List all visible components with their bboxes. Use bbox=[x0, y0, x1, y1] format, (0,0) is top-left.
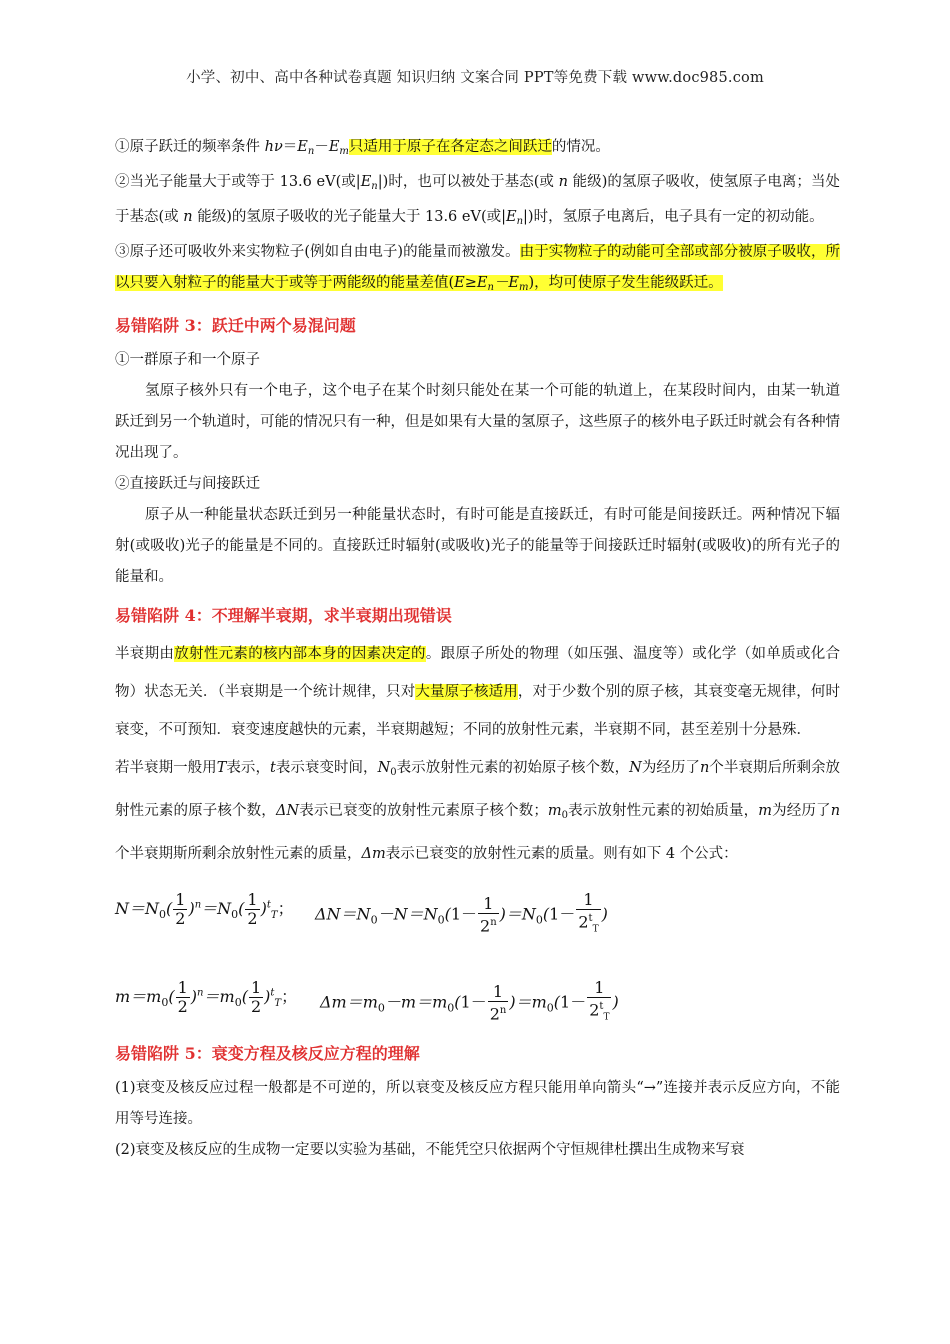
item-title: ②直接跃迁与间接跃迁 bbox=[115, 476, 260, 492]
rule-2: (2)衰变及核反应的生成物一定要以实验为基础，不能凭空只依据两个守恒规律杜撰出生成物来写衰 bbox=[115, 1142, 745, 1158]
formula-number-of-nuclei: $N=N_0$( $\frac{1}{2}$ )$^n=N_0$( $\frac{1}{2}$ )$^t_T$； $\Delta N=N_0-N=N_0(1-$ $\frac{1}{2^n}$ )$=N_0(1-$ $\frac{1}{2^t_T}$ ) bbox=[115, 890, 608, 935]
heading-trap-3: 易错陷阱 3：跃迁中两个易混问题 bbox=[115, 316, 356, 335]
rule-1: (1)衰变及核反应过程一般都是不可逆的，所以衰变及核反应方程只能用单向箭头“→”连接并表示反应方向，不能用等号连接。 bbox=[115, 1080, 840, 1127]
paragraph-symbols: 若半衰期一般用T表示，t表示衰变时间，$N_0$表示放射性元素的初始原子核个数，N为经历了n个半衰期后所剩余放射性元素的原子核个数，ΔN表示已衰变的放射性元素原子核个数；$m_0$表示放射性元素的初始质量，m为经历了n个半衰期斯所剩余放射性元素的质量，Δm表示已衰变的放射性元素的质量。则有如下 4 个公式： bbox=[115, 760, 841, 862]
paragraph-frequency-condition: ①原子跃迁的频率条件 $h\nu=E_n-E_m$只适用于原子在各定态之间跃迁的情况。 bbox=[115, 139, 610, 157]
heading-trap-4: 易错陷阱 4：不理解半衰期，求半衰期出现错误 bbox=[115, 606, 452, 625]
page-header: 小学、初中、高中各种试卷真题 知识归纳 文案合同 PPT等免费下载 www.doc985.com bbox=[186, 70, 764, 86]
item-title: ①一群原子和一个原子 bbox=[115, 352, 260, 368]
formula-mass: $m=m_0$( $\frac{1}{2}$ )$^n=m_0$( $\frac{1}{2}$ )$^t_T$； $\Delta m=m_0-m=m_0(1-$ $\frac{1}{2^n}$ )$=m_0(1-$ $\frac{1}{2^t_T}$ ) bbox=[115, 978, 619, 1023]
highlight-text: 只适用于原子在各定态之间跃迁 bbox=[348, 139, 552, 155]
item-body: 氢原子核外只有一个电子，这个电子在某个时刻只能处在某一个可能的轨道上，在某段时间内，由某一轨道跃迁到另一个轨道时，可能的情况只有一种，但是如果有大量的氢原子，这些原子的核外电子跃迁时就会有各种情况出现了。 bbox=[115, 383, 840, 461]
document-body bbox=[115, 132, 840, 1166]
heading-trap-5: 易错陷阱 5：衰变方程及核反应方程的理解 bbox=[115, 1044, 420, 1063]
item-body: 原子从一种能量状态跃迁到另一种能量状态时，有时可能是直接跃迁，有时可能是间接跃迁。两种情况下辐射(或吸收)光子的能量是不同的。直接跃迁时辐射(或吸收)光子的能量等于间接跃迁时辐射(或吸收)的所有光子的能量和。 bbox=[115, 507, 840, 585]
paragraph-photon-ionization: ②当光子能量大于或等于 13.6 eV(或$|E_n|$)时，也可以被处于基态(或 n 能级)的氢原子吸收，使氢原子电离；当处于基态(或 n 能级)的氢原子吸收的光子能量大于 13.6 eV(或$|E_n|$)时，氢原子电离后，电子具有一定的初动能。 bbox=[115, 174, 840, 227]
paragraph-particle-excitation: ③原子还可吸收外来实物粒子(例如自由电子)的能量而被激发。由于实物粒子的动能可全部或部分被原子吸收，所以只要入射粒子的能量大于或等于两能级的能量差值$(E\ge E_n-E_m)$，均可使原子发生能级跃迁。 bbox=[115, 244, 841, 293]
paragraph-half-life: 半衰期由放射性元素的核内部本身的因素决定的。跟原子所处的物理（如压强、温度等）或化学（如单质或化合物）状态无关．（半衰期是一个统计规律，只对大量原子核适用，对于少数个别的原子核，其衰变毫无规律，何时衰变，不可预知．衰变速度越快的元素，半衰期越短；不同的放射性元素，半衰期不同，甚至差别十分悬殊． bbox=[115, 646, 841, 738]
